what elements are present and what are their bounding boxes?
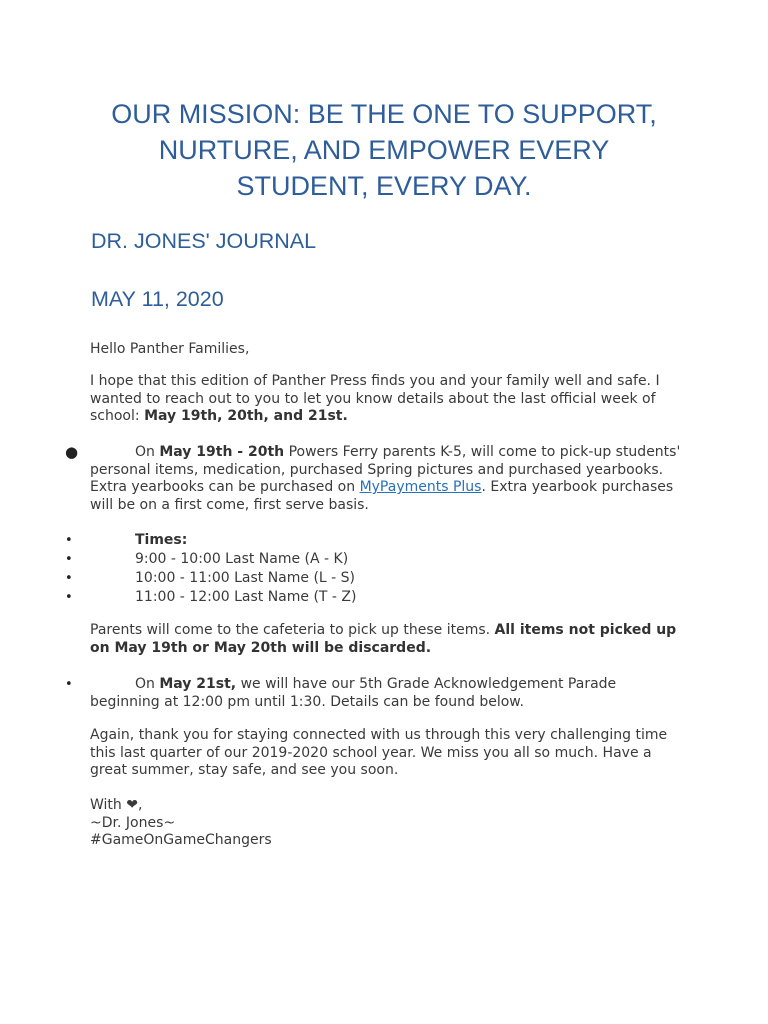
intro-paragraph bbox=[90, 373, 690, 426]
bullet-dot-icon: • bbox=[65, 677, 73, 692]
parents-paragraph bbox=[90, 622, 690, 657]
mission-line-2: NURTURE, AND EMPOWER EVERY bbox=[158, 135, 610, 165]
time-slot: 9:00 - 10:00 Last Name (A - K) bbox=[135, 551, 349, 567]
time-slot: 11:00 - 12:00 Last Name (T - Z) bbox=[135, 589, 357, 605]
signoff-hashtag: #GameOnGameChangers bbox=[90, 832, 272, 848]
pickup-text: Powers Ferry parents K-5, will come to pick-up students' personal items, medication, purchased Spring pictures and purchased yearbooks. Extra yearbooks can be purchased on bbox=[90, 444, 681, 495]
mission-line-3: STUDENT, EVERY DAY. bbox=[236, 171, 532, 201]
bullet-dot-icon: • bbox=[65, 590, 73, 605]
mission-line-1: OUR MISSION: BE THE ONE TO SUPPORT, bbox=[111, 99, 657, 129]
list-item bbox=[65, 550, 690, 569]
time-slot: 10:00 - 11:00 Last Name (L - S) bbox=[135, 570, 356, 586]
closing-paragraph: Again, thank you for staying connected with us through this very challenging time this last quarter of our 2019-2020 school year. We miss you all so much. Have a great summer, stay safe, and see you soon. bbox=[90, 727, 668, 778]
pickup-bullet bbox=[65, 443, 690, 514]
signoff-with: With ❤, bbox=[90, 797, 143, 813]
intro-dates: May 19th, 20th, and 21st. bbox=[144, 408, 348, 424]
list-item bbox=[65, 531, 690, 550]
times-list bbox=[65, 531, 690, 607]
list-item bbox=[65, 569, 690, 588]
parents-text: Parents will come to the cafeteria to pick up these items. bbox=[90, 622, 495, 638]
parade-bullet bbox=[65, 676, 690, 711]
times-label: Times: bbox=[135, 532, 188, 548]
mission-heading bbox=[60, 96, 708, 204]
parade-text: we will have our 5th Grade Acknowledgement Parade beginning at 12:00 pm until 1:30. Details can be found below. bbox=[90, 676, 617, 710]
signature bbox=[90, 797, 690, 850]
bullet-dot-icon: ● bbox=[65, 443, 79, 461]
parade-date: May 21st, bbox=[159, 676, 237, 692]
bullet-dot-icon: • bbox=[65, 552, 73, 567]
pickup-dates: May 19th - 20th bbox=[159, 444, 285, 460]
mypayments-plus-link[interactable]: MyPayments Plus bbox=[359, 479, 482, 495]
discard-warning: All items not picked up on May 19th or May 20th will be discarded. bbox=[90, 622, 677, 656]
greeting: Hello Panther Families, bbox=[90, 341, 250, 357]
intro-text: I hope that this edition of Panther Press finds you and your family well and safe. I wanted to reach out to you to let you know details about the last official week of school: bbox=[90, 373, 660, 424]
bullet-dot-icon: • bbox=[65, 533, 73, 548]
parade-lead: On bbox=[135, 676, 160, 692]
pickup-lead: On bbox=[135, 444, 160, 460]
list-item bbox=[65, 588, 690, 607]
bullet-dot-icon: • bbox=[65, 571, 73, 586]
journal-title: DR. JONES' JOURNAL bbox=[91, 229, 317, 253]
journal-date: MAY 11, 2020 bbox=[91, 287, 224, 311]
signoff-name: ~Dr. Jones~ bbox=[90, 814, 176, 831]
pickup-text-end: . Extra yearbook purchases will be on a first come, first serve basis. bbox=[90, 479, 674, 513]
